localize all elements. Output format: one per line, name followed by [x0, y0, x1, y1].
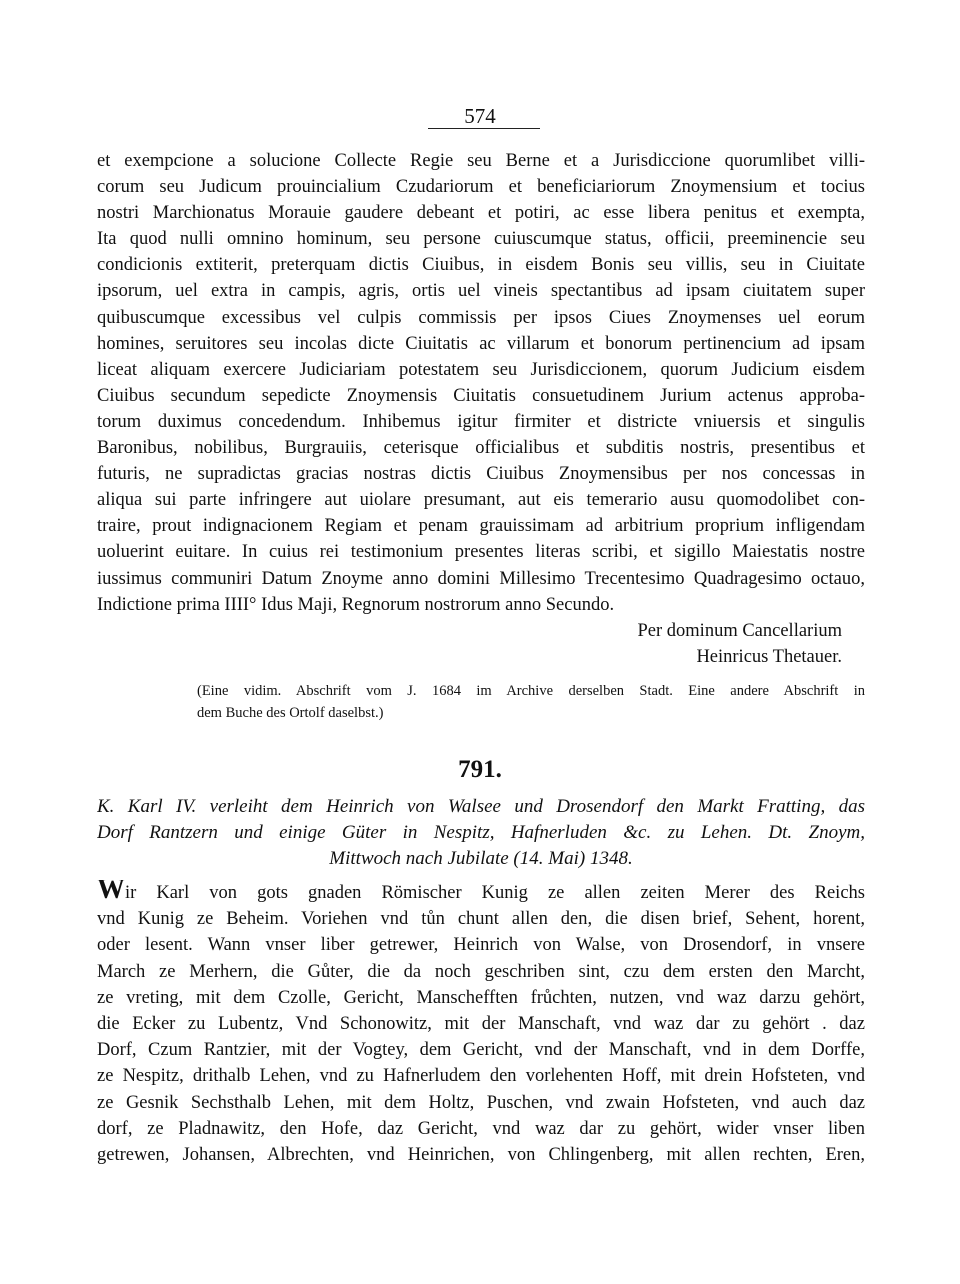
- regest-heading: [97, 794, 865, 872]
- signature-line: Heinricus Thetauer.: [696, 647, 842, 668]
- regest-line: K. Karl IV. verleiht dem Heinrich von Walsee und Drosendorf den Markt Fratting, das: [97, 796, 865, 817]
- text-line: corum seu Judicum prouincialium Czudariorum et beneficiariorum Znoymensium et tocius: [97, 177, 865, 198]
- text-line: aliqua sui parte infringere aut uiolare presumant, aut eis temerario ausu quomodolibet con-: [97, 490, 865, 511]
- source-note: [197, 680, 865, 724]
- text-line: uoluerint euitare. In cuius rei testimonium presentes literas scribi, et sigillo Maiestatis nostre: [97, 542, 865, 563]
- text-line: iussimus communiri Datum Znoyme anno domini Millesimo Trecentesimo Quadragesimo octauo,: [97, 568, 865, 589]
- regest-line: Mittwoch nach Jubilate (14. Mai) 1348.: [329, 848, 633, 870]
- text-line: traire, prout indignacionem Regiam et penam grauissimam ad arbitrium proprium infligendam: [97, 516, 865, 537]
- signature-line: Per dominum Cancellarium: [637, 621, 842, 641]
- text-line: Indictione prima IIII° Idus Maji, Regnorum nostrorum anno Secundo.: [97, 594, 615, 615]
- text-line: ze Gesnik Sechsthalb Lehen, mit dem Holtz, Puschen, vnd zwain Hofsteten, vnd auch daz: [97, 1092, 865, 1113]
- page-number: 574: [464, 104, 496, 128]
- text-line: quibuscumque excessibus vel culpis commissis per ipsos Ciues Znoymenses uel eorum: [97, 307, 865, 328]
- text-line: torum duximus concedendum. Inhibemus igitur firmiter et districte vniuersis et singulis: [97, 411, 865, 432]
- document-number: 791.: [458, 756, 502, 783]
- text-line: dorf, ze Pladnawitz, den Hofe, daz Gericht, vnd waz dar zu gehört, wider vnser liben: [97, 1118, 865, 1139]
- page-number-rule: [428, 128, 540, 129]
- text-line: ir Karl von gots gnaden Römischer Kunig ze allen zeiten Merer des Reichs: [125, 883, 865, 903]
- regest-line: Dorf Rantzern und einige Güter in Nespitz, Hafnerluden &c. zu Lehen. Dt. Znoym,: [97, 822, 865, 844]
- text-line: nostri Marchionatus Morauie gaudere debeant et potiri, ac esse libera penitus et exempta,: [97, 203, 865, 224]
- text-line: ipsorum, uel extra in campis, agris, ortis uel vineis spectantibus ad ipsam ciuitatem super: [97, 281, 865, 302]
- text-line: condicionis extiterit, preterquam dictis Ciuibus, in eisdem Bonis seu villis, seu in Ciuitate: [97, 255, 865, 276]
- text-line: futuris, ne supradictas gracias nostras dictis Ciuibus Znoymensibus per nos concessas in: [97, 464, 865, 485]
- text-line: Ciuibus secundum sepedicte Znoymensis Ciuitatis consuetudinem Jurium actenus approba-: [97, 385, 865, 406]
- initial-letter: W: [97, 880, 125, 905]
- text-line: oder lesent. Wann vnser liber getrewer, Heinrich von Walse, von Drosendorf, in vnsere: [97, 935, 865, 956]
- text-line: ze vreting, mit dem Czolle, Gericht, Manschefften frůchten, nutzen, vnd waz darzu gehört,: [97, 987, 865, 1008]
- text-line: liceat aliquam exercere Judiciariam potestatem seu Jurisdiccionem, quorum Judicium eisdem: [97, 359, 865, 380]
- text-line: ze Nespitz, drithalb Lehen, vnd zu Hafnerludem den vorlehenten Hoff, mit drein Hofsteten, vnd: [97, 1066, 865, 1087]
- text-line: Dorf, Czum Rantzier, mit der Vogtey, dem Gericht, vnd der Manschaft, vnd in dem Dorffe,: [97, 1040, 865, 1061]
- text-line: getrewen, Johansen, Albrechten, vnd Heinrichen, von Chlingenberg, mit allen rechten, Eren,: [97, 1144, 865, 1165]
- note-line: (Eine vidim. Abschrift vom J. 1684 im Archive derselben Stadt. Eine andere Abschrift in: [197, 683, 865, 699]
- chancery-signature: [560, 618, 842, 670]
- text-line: Ita quod nulli omnino hominum, seu persone cuiuscumque status, officii, preeminencie seu: [97, 229, 865, 250]
- note-line: dem Buche des Ortolf daselbst.): [197, 705, 384, 721]
- text-line: homines, seruitores seu incolas dicte Ciuitatis ac villarum et bonorum pertinencium ad ipsam: [97, 333, 865, 354]
- text-line: vnd Kunig ze Beheim. Voriehen vnd tůn chunt allen den, die disen brief, Sehent, horent,: [97, 909, 865, 930]
- text-line: March ze Merhern, die Gůter, die da noch geschriben sint, czu dem ersten den Marcht,: [97, 961, 865, 982]
- text-line: et exempcione a solucione Collecte Regie seu Berne et a Jurisdiccione quorumlibet villi-: [97, 151, 865, 171]
- charter-continuation-text: [97, 148, 865, 618]
- text-line: Baronibus, nobilibus, Burgrauiis, ceterisque officialibus et subditis nostris, presentibus et: [97, 438, 865, 459]
- text-line: die Ecker zu Lubentz, Vnd Schonowitz, mit der Manschaft, vnd waz dar zu gehört . daz: [97, 1013, 865, 1034]
- charter-text: [97, 880, 865, 1168]
